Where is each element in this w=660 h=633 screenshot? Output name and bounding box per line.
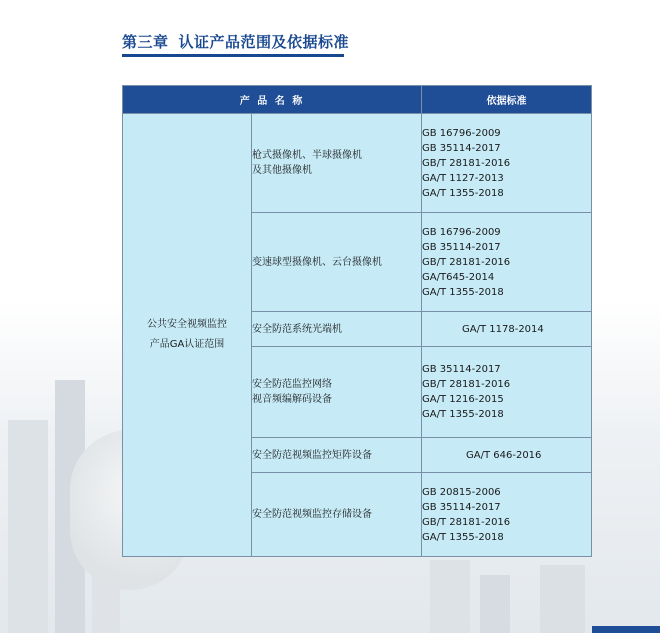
standards-cell: GB 35114-2017 GB/T 28181-2016 GA/T 1216-2015 GA/T 1355-2018 — [422, 347, 592, 438]
heading-underline — [122, 54, 344, 57]
standards-cell: GB 16796-2009 GB 35114-2017 GB/T 28181-2016 GA/T645-2014 GA/T 1355-2018 — [422, 213, 592, 312]
table-header-row — [123, 86, 592, 114]
background-building — [8, 420, 48, 633]
header-standard: 依据标准 — [422, 86, 592, 114]
background-building — [540, 565, 585, 633]
standards-cell: GB 20815-2006 GB 35114-2017 GB/T 28181-2016 GA/T 1355-2018 — [422, 473, 592, 557]
product-cell: 安全防范监控网络 视音频编解码设备 — [252, 347, 422, 438]
product-cell: 安全防范视频监控矩阵设备 — [252, 438, 422, 473]
scope-cell: 公共安全视频监控 产品GA认证范围 — [123, 114, 252, 557]
background-building — [480, 575, 510, 633]
corner-accent-bar — [592, 626, 660, 633]
standards-cell: GB 16796-2009 GB 35114-2017 GB/T 28181-2016 GA/T 1127-2013 GA/T 1355-2018 — [422, 114, 592, 213]
standards-cell: GA/T 646-2016 — [422, 438, 592, 473]
product-cell: 变速球型摄像机、云台摄像机 — [252, 213, 422, 312]
product-cell: 枪式摄像机、半球摄像机 及其他摄像机 — [252, 114, 422, 213]
product-cell: 安全防范视频监控存储设备 — [252, 473, 422, 557]
header-product-name: 产 品 名 称 — [123, 86, 422, 114]
table-row — [123, 114, 592, 213]
background-building — [430, 560, 470, 633]
standards-cell: GA/T 1178-2014 — [422, 312, 592, 347]
product-cell: 安全防范系统光端机 — [252, 312, 422, 347]
chapter-title: 认证产品范围及依据标准 — [178, 33, 350, 51]
certification-table — [122, 85, 592, 557]
chapter-number: 第三章 — [122, 33, 169, 51]
chapter-heading — [122, 31, 349, 52]
